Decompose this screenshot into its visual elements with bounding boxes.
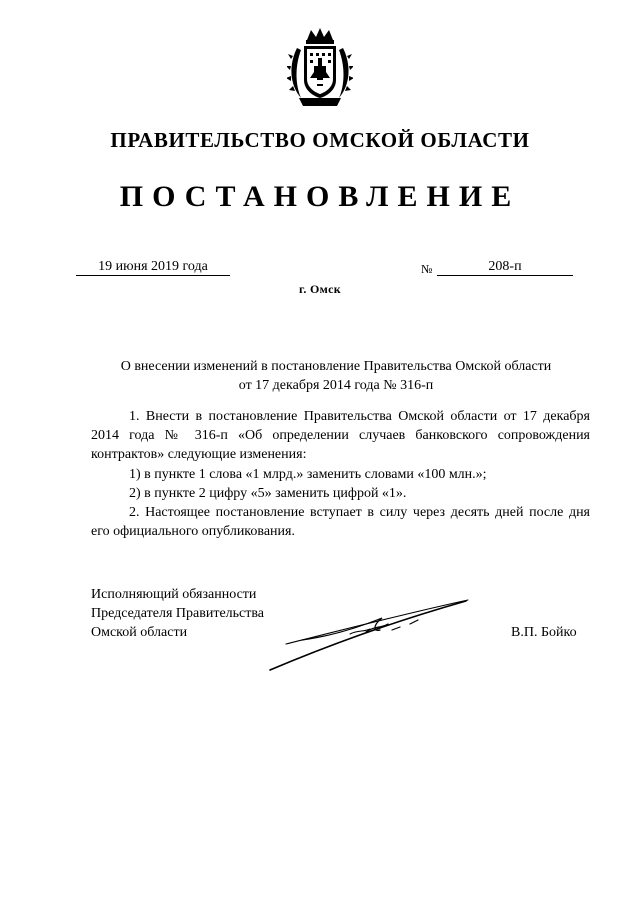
document-number: 208-п [437, 259, 573, 276]
document-date: 19 июня 2019 года [76, 259, 230, 276]
body-paragraph: 2. Настоящее постановление вступает в силу через десять дней после дня его официального опубликования. [91, 505, 590, 540]
handwritten-signature [262, 596, 472, 676]
subject-line: О внесении изменений в постановление Правительства Омской области [120, 359, 552, 374]
document-type-title: ПОСТАНОВЛЕНИЕ [119, 180, 521, 213]
number-sign: № [421, 262, 433, 276]
signatory-title-line: Омской области [91, 625, 188, 640]
document-subject [100, 357, 572, 395]
body-paragraph: 2) в пункте 2 цифру «5» заменить цифрой «1». [129, 485, 407, 501]
signatory-title-line: Председателя Правительства [91, 606, 265, 621]
signatory-title [91, 585, 264, 642]
body-paragraph: 1. Внести в постановление Правительства Омской области от 17 декабря 2014 года № 316-п «Об определении случаев банковского сопровождения контрактов» следующие изменения: [91, 409, 590, 463]
signatory-name: В.П. Бойко [511, 625, 577, 640]
signatory-title-line: Исполняющий обязанности [91, 587, 257, 602]
issue-city: г. Омск [299, 282, 341, 296]
omsk-oblast-coat-of-arms-icon [287, 26, 353, 112]
organization-title: ПРАВИТЕЛЬСТВО ОМСКОЙ ОБЛАСТИ [110, 128, 530, 152]
document-body [91, 407, 590, 541]
body-paragraph: 1) в пункте 1 слова «1 млрд.» заменить словами «100 млн.»; [129, 466, 487, 482]
subject-line: от 17 декабря 2014 года № 316-п [238, 378, 434, 393]
